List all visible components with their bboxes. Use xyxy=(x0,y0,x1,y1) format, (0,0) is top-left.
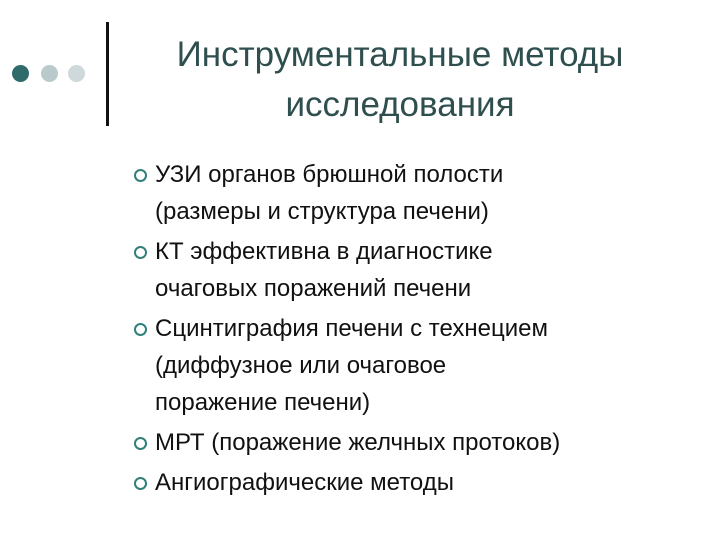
bullet-line: УЗИ органов брюшной полости xyxy=(155,161,504,188)
bullet-line: МРТ (поражение желчных протоков) xyxy=(155,429,561,456)
bullet-item xyxy=(134,424,704,461)
bullet-item xyxy=(134,464,704,501)
bullet-item xyxy=(134,233,704,307)
bullet-list xyxy=(134,156,704,504)
bullet-line: (размеры и структура печени) xyxy=(155,198,489,225)
bullet-item xyxy=(134,156,704,230)
slide-title xyxy=(120,30,680,130)
bullet-text xyxy=(155,156,704,230)
decorative-dots xyxy=(12,65,98,85)
bullet-text xyxy=(155,464,704,501)
dot-icon xyxy=(12,65,29,82)
bullet-item xyxy=(134,310,704,421)
title-divider xyxy=(106,22,109,126)
bullet-line: (диффузное или очаговое xyxy=(155,352,447,379)
ring-bullet-icon xyxy=(134,437,147,450)
bullet-text xyxy=(155,233,704,307)
title-line: Инструментальные методы xyxy=(176,35,624,74)
bullet-line: поражение печени) xyxy=(155,389,371,416)
bullet-text xyxy=(155,310,704,421)
bullet-line: КТ эффективна в диагностике xyxy=(155,238,493,265)
bullet-line: Сцинтиграфия печени с технецием xyxy=(155,315,548,342)
bullet-line: очаговых поражений печени xyxy=(155,275,472,302)
title-line: исследования xyxy=(285,85,515,124)
dot-icon xyxy=(68,65,85,82)
ring-bullet-icon xyxy=(134,323,147,336)
ring-bullet-icon xyxy=(134,169,147,182)
ring-bullet-icon xyxy=(134,246,147,259)
ring-bullet-icon xyxy=(134,477,147,490)
bullet-text xyxy=(155,424,704,461)
dot-icon xyxy=(41,65,58,82)
bullet-line: Ангиографические методы xyxy=(155,469,454,496)
